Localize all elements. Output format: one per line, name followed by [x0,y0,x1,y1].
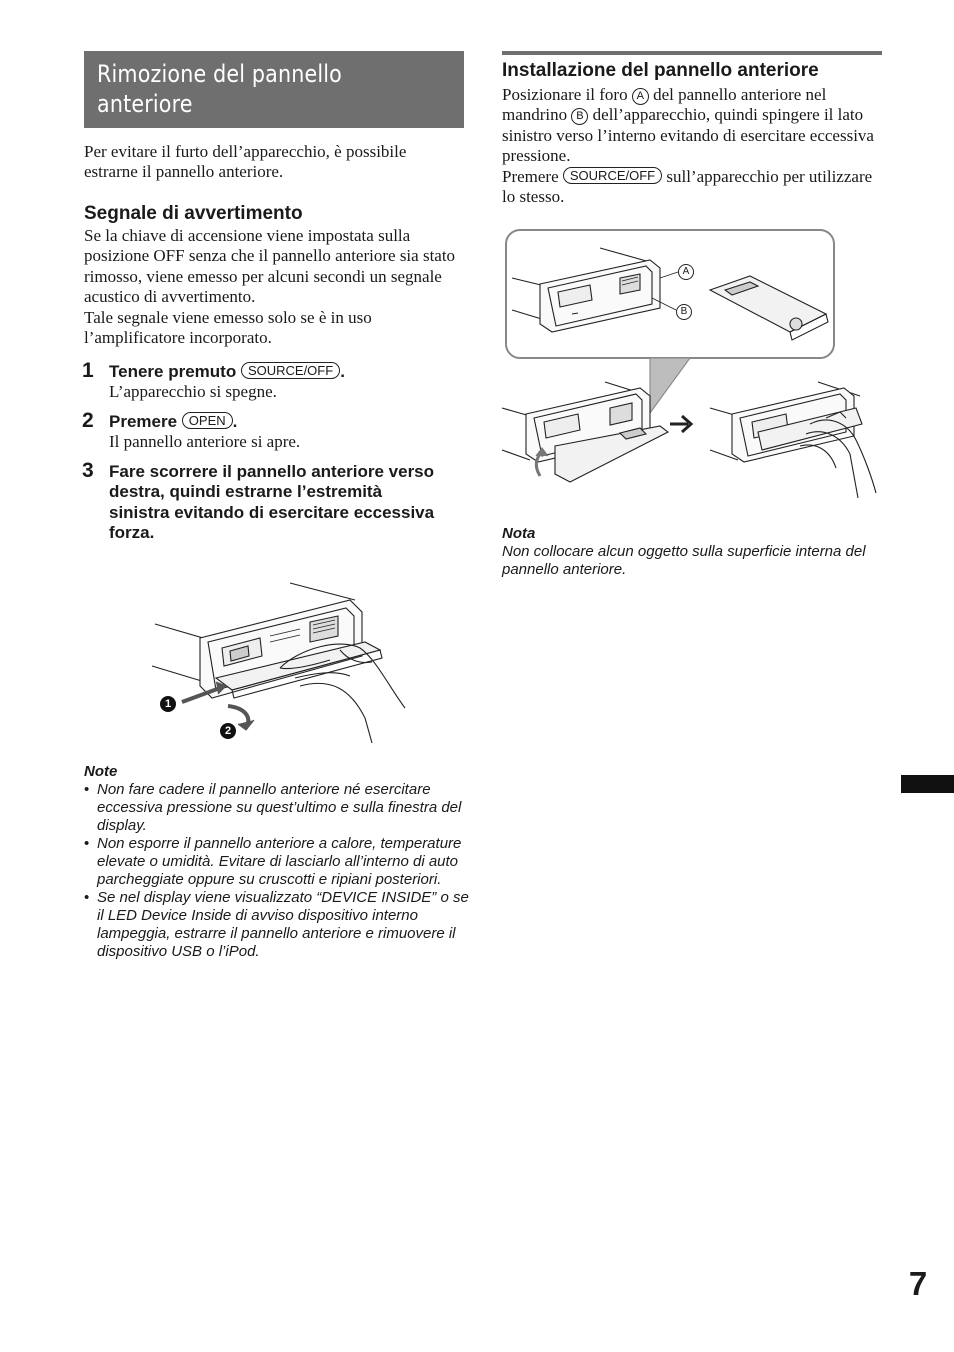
step-2-number: 2 [82,409,94,432]
install-paragraph [502,85,884,207]
step-2-suffix: . [232,412,238,431]
step-2-desc: Il pannello anteriore si apre. [109,432,301,452]
step-2-title-text: Premere [109,412,178,431]
section-title: Rimozione del pannello anteriore [97,60,342,118]
callout-2: 2 [220,723,236,739]
marker-a: A [632,88,649,105]
nota-text: Non collocare alcun oggetto sulla superficie interna del pannello anteriore. [502,543,866,578]
step-1 [109,362,469,403]
install-text-2 [502,167,884,208]
section-rule [502,51,882,55]
section-title-banner [84,51,464,128]
figure-label-b: B [676,304,692,320]
warning-paragraph [84,226,466,348]
install-text-end: sull’apparecchio per utilizzare lo stesso. [502,166,873,207]
intro-paragraph: Per evitare il furto dell’apparecchio, è possibile estrarne il pannello anteriore. [84,142,407,182]
warning-text-1: Se la chiave di accensione viene impostata sulla posizione OFF senza che il pannello anteriore sia stato rimosso, viene emesso per alcuni secondi un segnale acustico di avvertimento. [84,226,456,307]
note-item: • Non fare cadere il pannello anteriore né esercitare eccessiva pressione su quest’ultimo e sulla finestra del display. [84,781,470,835]
note-item: • Non esporre il pannello anteriore a calore, temperature elevate o umidità. Evitare di lasciarlo all’interno di auto parcheggiate oppure su cruscotti e ripiani posteriori. [84,835,470,889]
step-3-title: Fare scorrere il pannello anteriore verso destra, quindi estrarne l’estremità sinistra evitando di esercitare eccessiva forza. [109,462,435,543]
installation-illustration [500,228,882,513]
step-1-title [109,362,469,382]
step-2-title [109,412,469,432]
removal-illustration [150,578,412,746]
notes-heading: Note [84,763,118,780]
install-heading: Installazione del pannello anteriore [502,60,819,81]
nota-heading: Nota [502,525,536,542]
source-off-button-label: SOURCE/OFF [241,362,340,379]
step-2 [109,412,469,453]
figure-label-a: A [678,264,694,280]
source-off-button-label-2: SOURCE/OFF [563,167,662,184]
step-1-number: 1 [82,359,94,382]
step-1-title-text: Tenere premuto [109,362,237,381]
step-3-number: 3 [82,459,94,482]
nota-block [502,525,877,579]
marker-b: B [571,108,588,125]
note-item: • Se nel display viene visualizzato “DEVICE INSIDE” o se il LED Device Inside di avviso dispositivo interno lampeggia, estrarre il pannello anteriore e rimuovere il dispositivo USB o l’iPod. [84,889,470,961]
install-text-press: Premere [502,166,559,186]
step-1-suffix: . [340,362,345,381]
warning-heading: Segnale di avvertimento [84,203,303,224]
page-number: 7 [908,1265,928,1302]
notes-list [84,781,470,961]
install-text-c: dell’apparecchio, quindi spingere il lato sinistro verso l’interno evitando di esercitare eccessiva pressione. [502,105,874,166]
install-text-1 [502,85,884,167]
page-tab-marker [901,775,954,793]
open-button-label: OPEN [182,412,233,429]
callout-1: 1 [160,696,176,712]
warning-text-2: Tale segnale viene emesso solo se è in uso l’amplificatore incorporato. [84,307,372,348]
step-1-desc: L’apparecchio si spegne. [109,382,277,402]
notes-block [84,763,470,961]
install-text-a: Posizionare il foro [502,85,628,104]
install-text-b: del pannello anteriore nel mandrino [502,85,827,125]
